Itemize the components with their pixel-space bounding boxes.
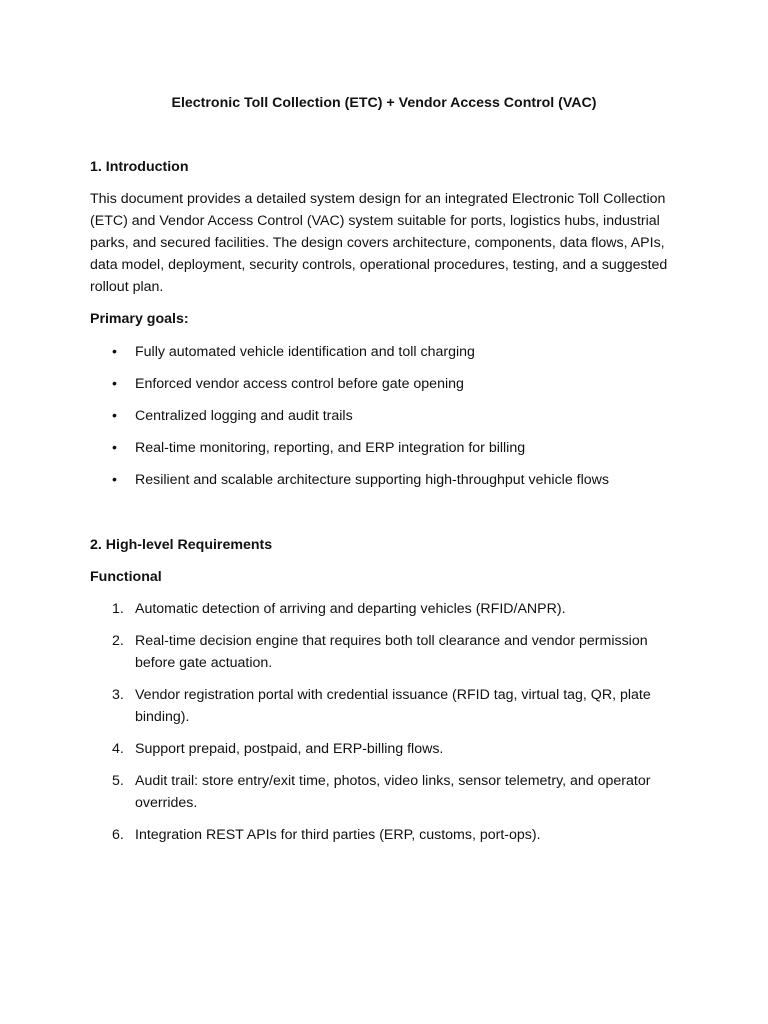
list-item: 6. Integration REST APIs for third parties (ERP, customs, port-ops).	[90, 824, 680, 846]
list-item: • Real-time monitoring, reporting, and ERP integration for billing	[90, 437, 680, 459]
bullet-icon: •	[112, 472, 117, 488]
list-number: 6.	[112, 827, 124, 843]
list-number: 4.	[112, 741, 124, 757]
list-item: 5. Audit trail: store entry/exit time, photos, video links, sensor telemetry, and operator overrides.	[90, 770, 680, 814]
document-title: Electronic Toll Collection (ETC) + Vendor Access Control (VAC)	[171, 95, 597, 111]
list-number: 3.	[112, 687, 124, 703]
primary-goals-label: Primary goals:	[90, 311, 189, 327]
functional-requirements-list	[90, 598, 680, 856]
bullet-icon: •	[112, 408, 117, 424]
bullet-icon: •	[112, 440, 117, 456]
list-number: 5.	[112, 773, 124, 789]
list-item: 1. Automatic detection of arriving and departing vehicles (RFID/ANPR).	[90, 598, 680, 620]
list-item: • Resilient and scalable architecture supporting high-throughput vehicle flows	[90, 469, 680, 491]
list-number: 2.	[112, 633, 124, 649]
list-item: 3. Vendor registration portal with credential issuance (RFID tag, virtual tag, QR, plate binding).	[90, 684, 680, 728]
list-item: • Fully automated vehicle identification and toll charging	[90, 341, 680, 363]
primary-goals-list	[90, 341, 680, 501]
bullet-icon: •	[112, 376, 117, 392]
list-item: 4. Support prepaid, postpaid, and ERP-billing flows.	[90, 738, 680, 760]
list-number: 1.	[112, 601, 124, 617]
functional-subheading: Functional	[90, 569, 162, 585]
list-item: • Centralized logging and audit trails	[90, 405, 680, 427]
list-item: • Enforced vendor access control before gate opening	[90, 373, 680, 395]
section-heading-introduction: 1. Introduction	[90, 159, 189, 175]
list-item: 2. Real-time decision engine that requires both toll clearance and vendor permission before gate actuation.	[90, 630, 680, 674]
introduction-paragraph: This document provides a detailed system design for an integrated Electronic Toll Collection (ETC) and Vendor Access Control (VAC) system suitable for ports, logistics hubs, industrial parks, and secured facilities. The design covers architecture, components, data flows, APIs, data model, deployment, security controls, operational procedures, testing, and a suggested rollout plan.	[90, 191, 668, 295]
bullet-icon: •	[112, 344, 117, 360]
section-heading-requirements: 2. High-level Requirements	[90, 537, 273, 553]
